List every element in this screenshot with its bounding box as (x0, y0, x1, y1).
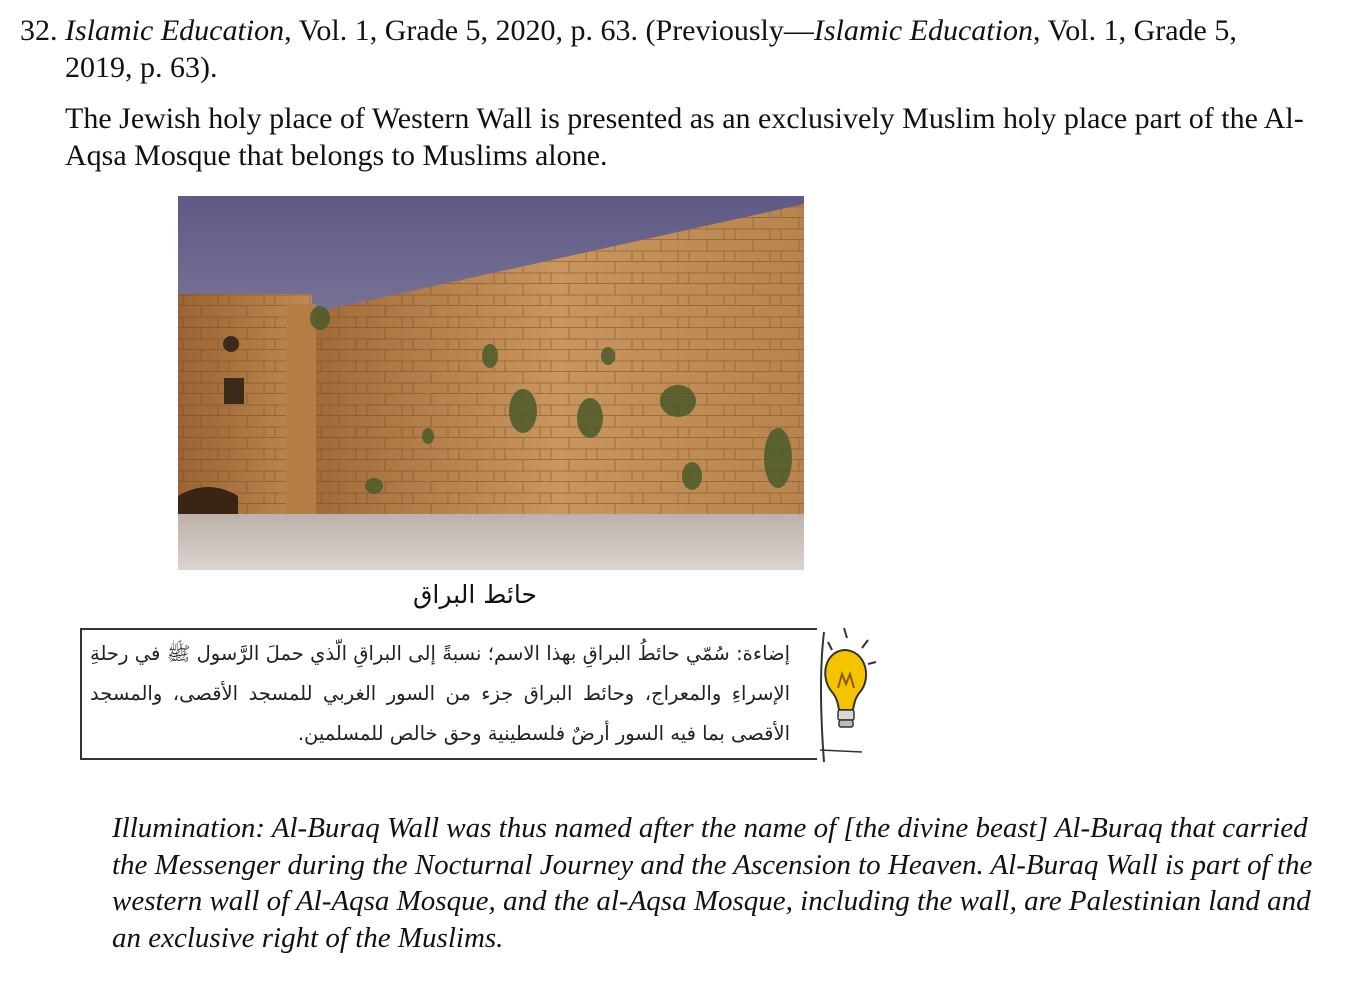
source-title: Islamic Education (65, 14, 285, 47)
illumination-text-arabic: إضاءة: سُمّي حائطُ البراقِ بهذا الاسم؛ نسبةً إلى البراقِ الّذي حملَ الرَّسول ﷺ في رحلةِ الإسراءِ والمعراج، وحائط البراق جزء من السور الغربي للمسجد الأقصى، والمسجد الأقصى بما فيه السور أرضٌ فلسطينية وحق خالص للمسلمين. (90, 642, 790, 745)
previous-source-details-continued: 2019, p. 63). (65, 51, 218, 84)
previous-source-details: , Vol. 1, Grade 5, (1032, 14, 1237, 47)
entry-number: 32. (20, 14, 58, 47)
photo-caption-arabic: حائط البراق (413, 580, 537, 609)
source-details: , Vol. 1, Grade 5, 2020, p. 63. (Previously— (284, 14, 814, 47)
entry-description: The Jewish holy place of Western Wall is presented as an exclusively Muslim holy place part of the Al-Aqsa Mosque that belongs to Muslims alone. (65, 102, 1304, 172)
western-wall-photo (178, 196, 804, 570)
english-translation: Illumination: Al-Buraq Wall was thus named after the name of [the divine beast] Al-Buraq that carried the Messenger during the Nocturnal Journey and the Ascension to Heaven. Al-Buraq Wall is part of the western wall of Al-Aqsa Mosque, and the al-Aqsa Mosque, including the wall, are Palestinian land and an exclusive right of the Muslims. (112, 812, 1313, 954)
lightbulb-icon (810, 622, 880, 764)
previous-source-title: Islamic Education (813, 14, 1033, 47)
entry-citation (20, 12, 1330, 86)
